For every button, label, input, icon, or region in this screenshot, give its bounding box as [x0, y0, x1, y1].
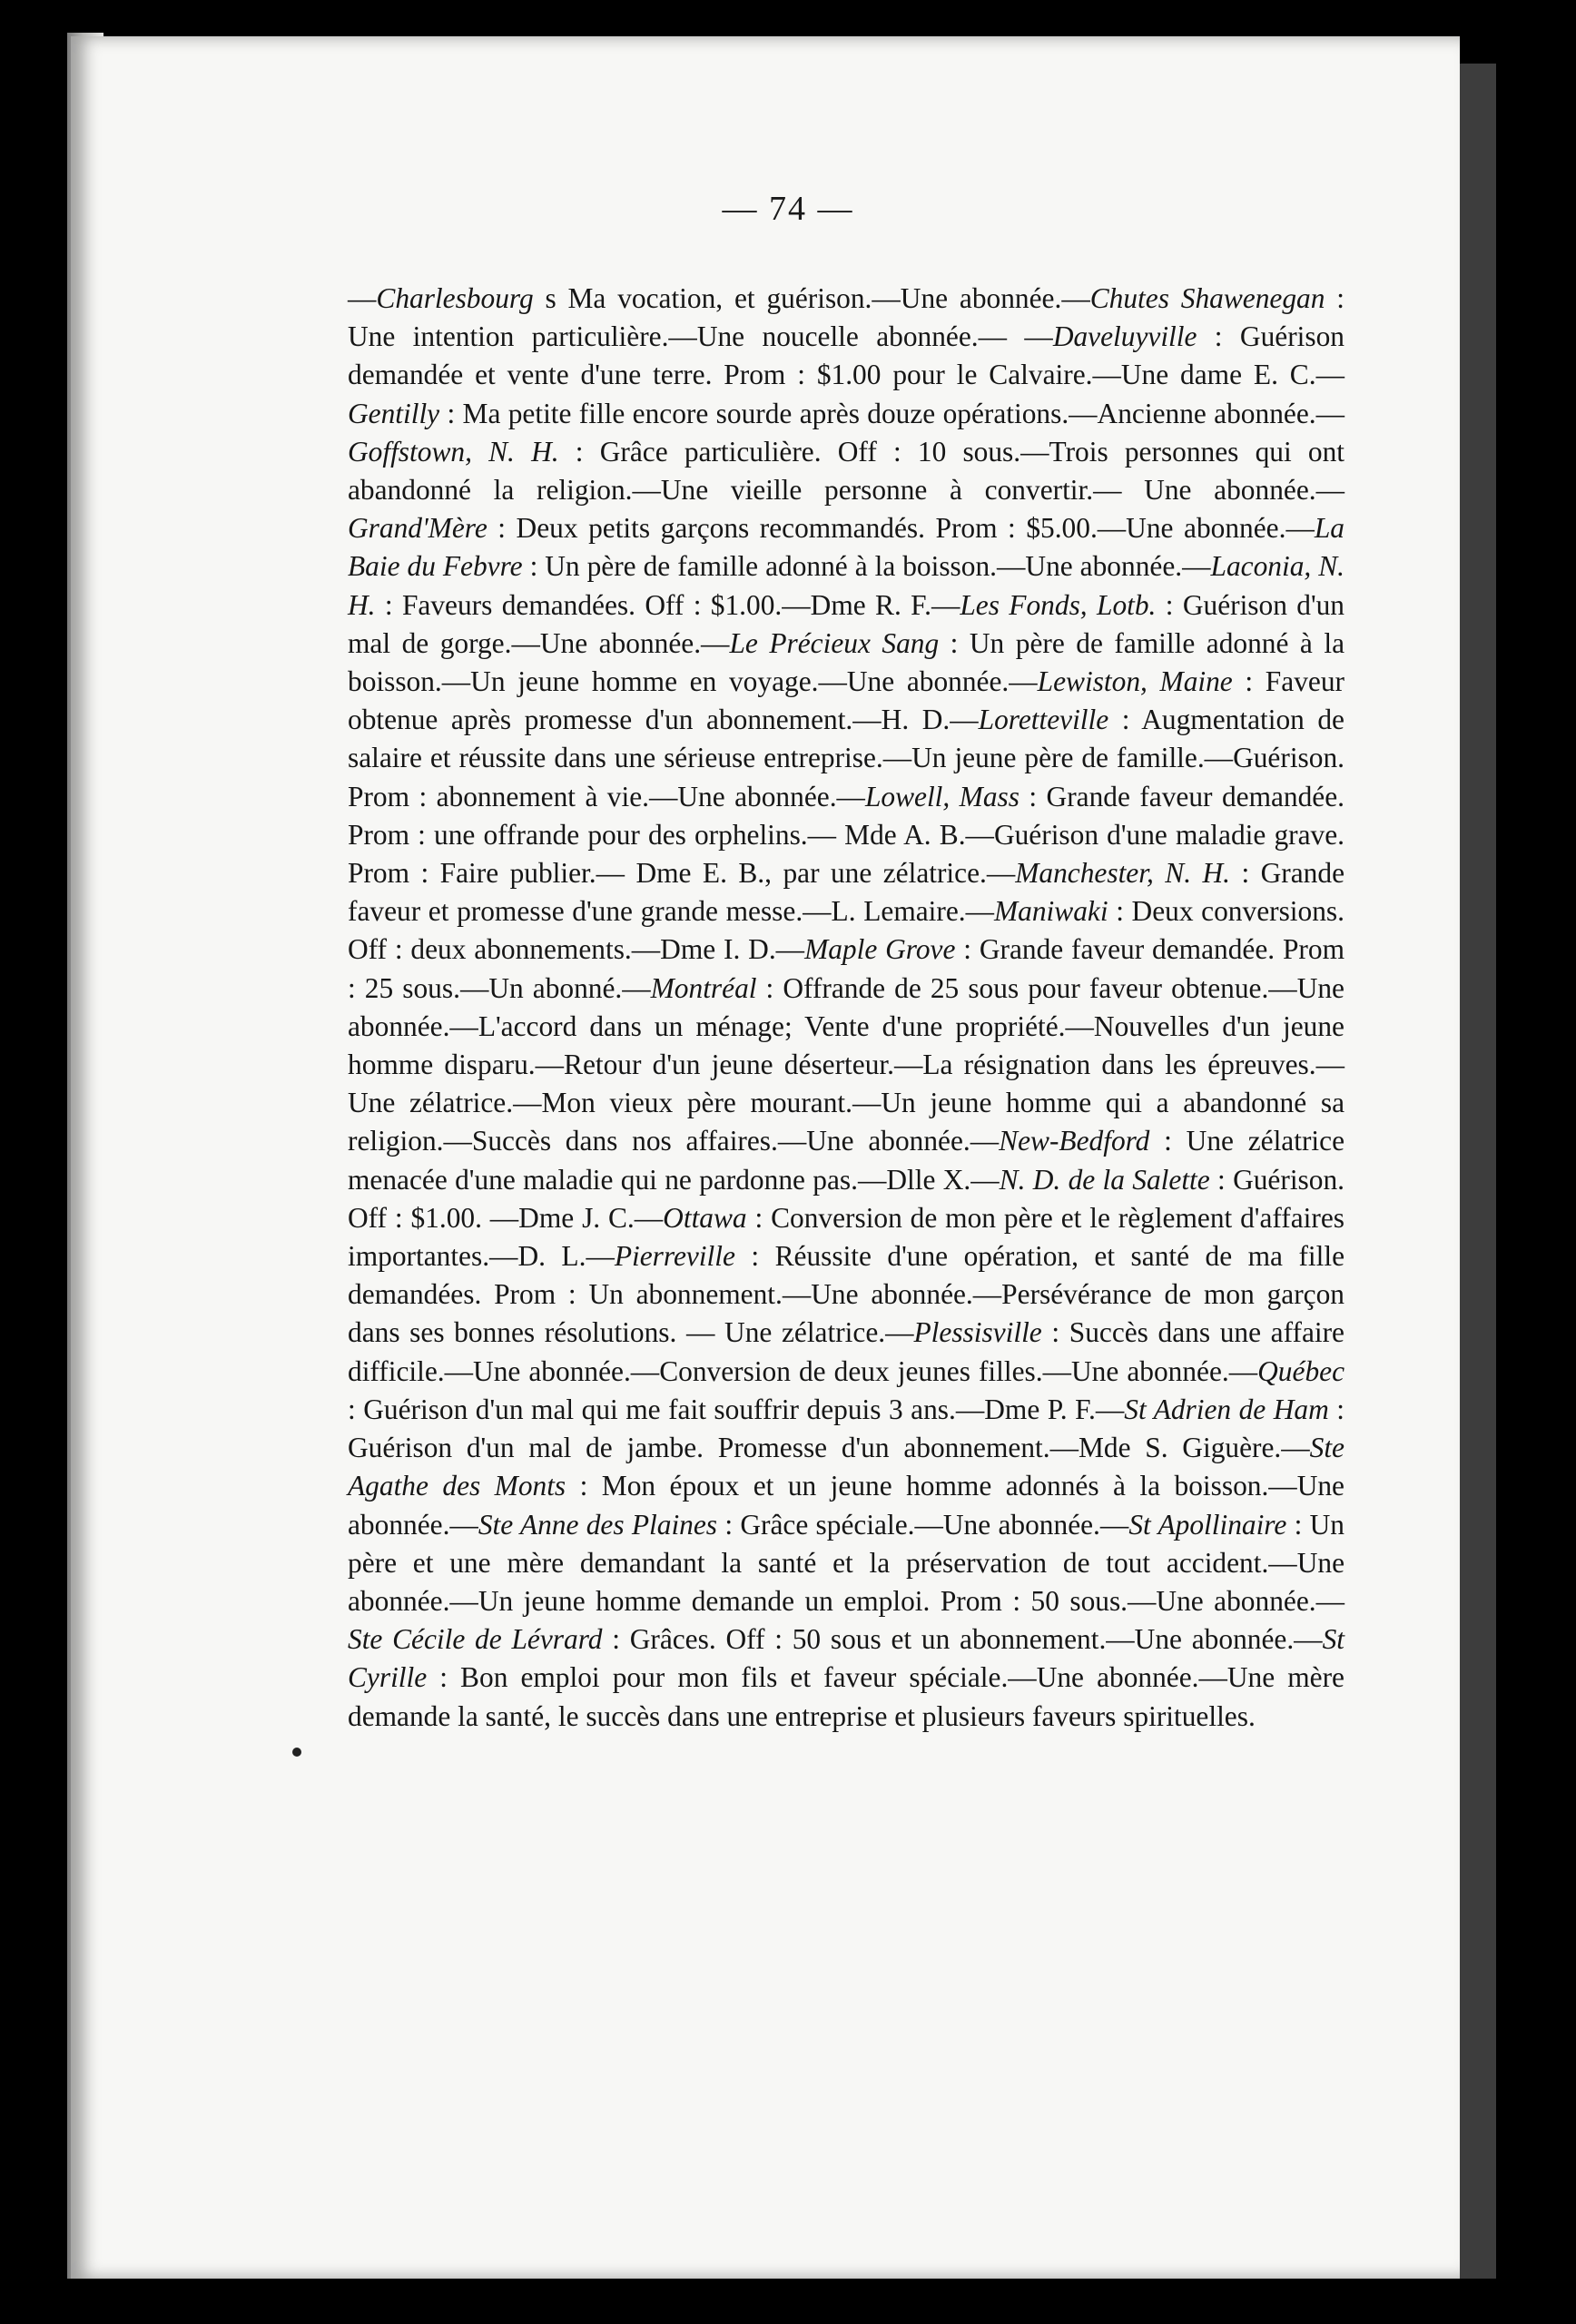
place-name: Manchester, N. H. — [1015, 857, 1231, 890]
place-name: Ottawa — [663, 1201, 747, 1234]
place-name: Lowell, Mass — [864, 780, 1019, 812]
place-name: Charlesbourg — [376, 282, 534, 314]
place-name: Goffstown, N. H. — [348, 435, 559, 468]
place-name: Gentilly — [348, 397, 440, 429]
scan-border-right — [1496, 36, 1576, 2288]
place-name: Chutes Shawenegan — [1089, 282, 1325, 314]
place-name: Laconia, N. H. — [348, 550, 1345, 621]
text-run: : Un père de famille adonné à la boisson.—Un jeune homme en voyage.—Une abonnée.— — [348, 626, 1345, 698]
text-run: : Guérison d'un mal de gorge.—Une abonnée.— — [348, 588, 1345, 659]
place-name: Québec — [1257, 1354, 1345, 1387]
place-name: Ste Cécile de Lévrard — [348, 1623, 603, 1656]
text-run: : Une zélatrice menacée d'une maladie qui ne pardonne pas.—Dlle X.— — [348, 1125, 1345, 1196]
text-run: : Guérison d'un mal qui me fait souffrir depuis 3 ans.—Dme P. F.— — [348, 1393, 1125, 1425]
place-name: Le Précieux Sang — [729, 626, 940, 659]
place-name: Ste Anne des Plaines — [478, 1508, 718, 1541]
place-name: Maniwaki — [994, 895, 1108, 928]
place-name: St Cyrille — [348, 1623, 1345, 1694]
body-paragraph — [348, 280, 1345, 1736]
text-run: : Guérison. Off : $1.00. —Dme J. C.— — [348, 1163, 1345, 1234]
page-number: — 74 — — [722, 190, 854, 228]
place-name: Lewiston, Maine — [1037, 665, 1233, 698]
place-name: St Apollinaire — [1128, 1508, 1287, 1541]
text-run: : Grâce spéciale.—Une abonnée.— — [717, 1508, 1129, 1541]
text-run: : Réussite d'une opération, et santé de ma fille demandées. Prom : Un abonnement.—Une abonnée.—Persévérance de mon garçon dans ses bonnes résolutions. — Une zélatrice.— — [348, 1240, 1345, 1349]
place-name: Ste Agathe des Monts — [348, 1432, 1345, 1502]
text-run: : Succès dans une affaire difficile.—Une abonnée.—Conversion de deux jeunes filles.—Une abonnée.— — [348, 1316, 1345, 1387]
text-run: : Guérison d'un mal de jambe. Promesse d'un abonnement.—Mde S. Giguère.— — [348, 1393, 1345, 1464]
place-name: Pierreville — [614, 1240, 735, 1273]
place-name: St Adrien de Ham — [1124, 1393, 1329, 1425]
text-run: : Faveur obtenue après promesse d'un abonnement.—H. D.— — [348, 665, 1345, 736]
text-run: : Grâce particulière. Off : 10 sous.—Trois personnes qui ont abandonné la religion.—Une vieille personne à convertir.— Une abonnée.— — [348, 435, 1345, 507]
text-run: : Guérison demandée et vente d'une terre. Prom : $1.00 pour le Calvaire.—Une dame E. C.— — [348, 320, 1345, 391]
text-run: : Un père et une mère demandant la santé et la préservation de tout accident.—Une abonnée.—Un jeune homme demande un emploi. Prom : 50 sous.—Une abonnée.— — [348, 1508, 1345, 1617]
place-name: N. D. de la Salette — [999, 1163, 1210, 1196]
place-name: Daveluyville — [1052, 320, 1197, 353]
text-run: — — [348, 282, 377, 314]
place-name: La Baie du Febvre — [348, 512, 1345, 583]
text-run: : Un père de famille adonné à la boisson.—Une abonnée.— — [522, 550, 1211, 583]
place-name: Loretteville — [978, 704, 1109, 736]
text-run: : Augmentation de salaire et réussite dans une sérieuse entreprise.—Un jeune père de famille.—Guérison. Prom : abonnement à vie.—Une abonnée.— — [348, 704, 1345, 812]
page-right-edge — [1460, 64, 1496, 2279]
place-name: Montréal — [650, 971, 757, 1004]
text-run: : Conversion de mon père et le règlement d'affaires importantes.—D. L.— — [348, 1201, 1345, 1273]
text-run: : Grande faveur demandée. Prom : une offrande pour des orphelins.— Mde A. B.—Guérison d'une maladie grave. Prom : Faire publier.— Dme E. B., par une zélatrice.— — [348, 780, 1345, 890]
text-run: : Bon emploi pour mon fils et faveur spéciale.—Une abonnée.—Une mère demande la santé, le succès dans une entreprise et plusieurs faveurs spirituelles. — [348, 1661, 1345, 1732]
place-name: Les Fonds, Lotb. — [960, 588, 1157, 621]
text-run: : Offrande de 25 sous pour faveur obtenue.—Une abonnée.—L'accord dans un ménage; Vente d'une propriété.—Nouvelles d'un jeune homme disparu.—Retour d'un jeune déserteur.—La résignation dans les épreuves.—Une zélatrice.—Mon vieux père mourant.—Un jeune homme qui a abandonné sa religion.—Succès dans nos affaires.—Une abonnée.— — [348, 971, 1345, 1157]
place-name: Grand'Mère — [348, 512, 488, 545]
text-run: : Mon époux et un jeune homme adonnés à la boisson.—Une abonnée.— — [348, 1470, 1345, 1541]
place-name: New-Bedford — [999, 1125, 1150, 1157]
text-run: : Deux conversions. Off : deux abonnements.—Dme I. D.— — [348, 895, 1345, 966]
text-run: : Grande faveur et promesse d'une grande messe.—L. Lemaire.— — [348, 857, 1345, 928]
margin-speck — [292, 1748, 301, 1757]
text-run: : Une intention particulière.—Une noucelle abonnée.— — — [348, 282, 1345, 353]
text-run: : Grâces. Off : 50 sous et un abonnement.—Une abonnée.— — [602, 1623, 1323, 1656]
scan-border-bottom — [0, 2279, 1576, 2324]
text-run: : Deux petits garçons recommandés. Prom : $5.00.—Une abonnée.— — [487, 512, 1315, 545]
place-name: Plessisville — [913, 1316, 1042, 1349]
place-name: Maple Grove — [804, 933, 956, 966]
text-run: : Faveurs demandées. Off : $1.00.—Dme R. F.— — [375, 588, 960, 621]
text-run: : Ma petite fille encore sourde après douze opérations.—Ancienne abonnée.— — [439, 397, 1345, 429]
text-run: s Ma vocation, et guérison.—Une abonnée.— — [533, 282, 1090, 314]
text-run: : Grande faveur demandée. Prom : 25 sous.—Un abonné.— — [348, 933, 1345, 1004]
